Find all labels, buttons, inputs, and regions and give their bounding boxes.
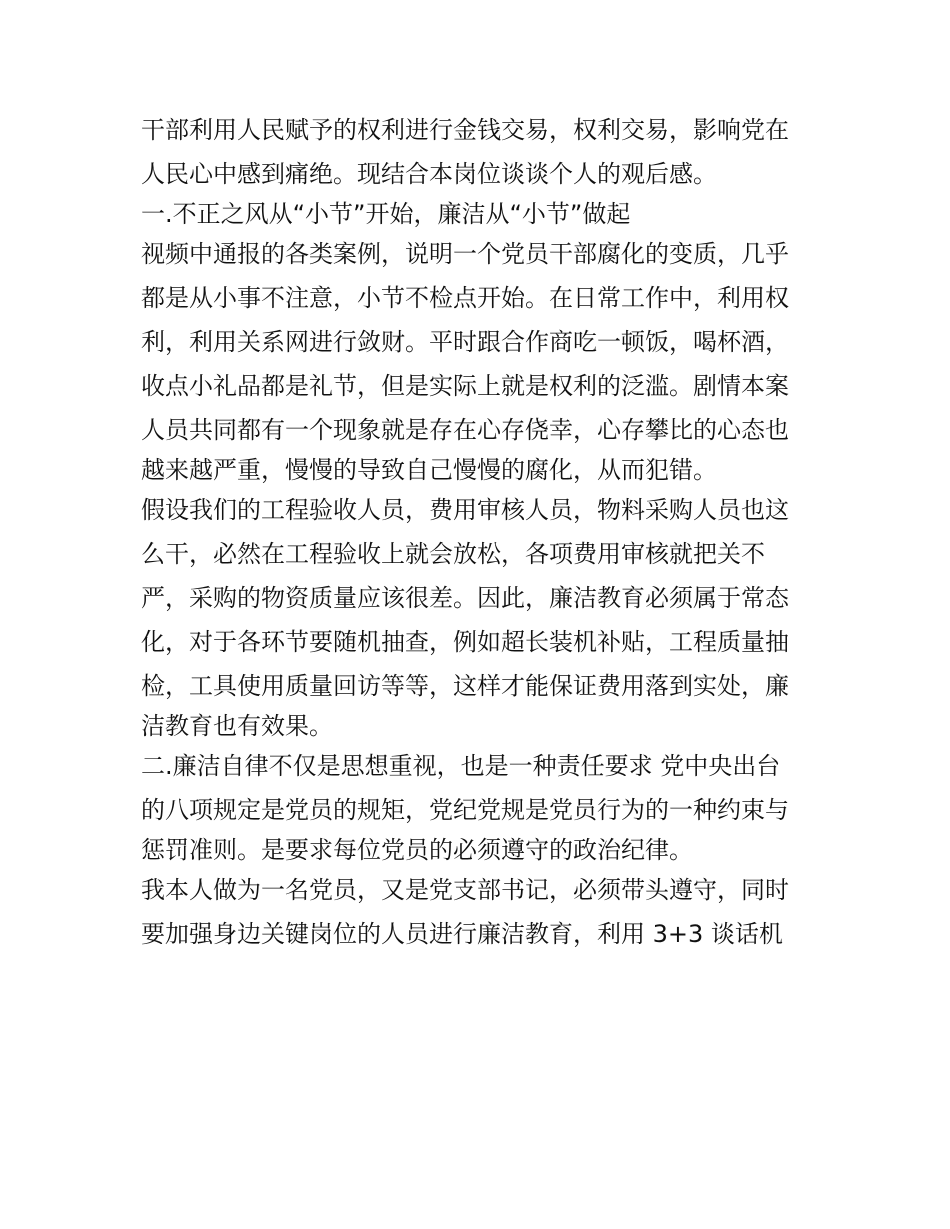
text-line-9: 越来越严重，慢慢的导致自己慢慢的腐化，从而犯错。 [141,456,717,484]
text-line-20: 要加强身边关键岗位的人员进行廉洁教育，利用 3+3 谈话机 [141,920,783,948]
text-line-17: 的八项规定是党员的规矩，党纪党规是党员行为的一种约束与 [141,796,789,824]
text-line-6: 利，利用关系网进行敛财。平时跟合作商吃一顿饭，喝杯酒， [141,328,789,356]
text-line-5: 都是从小事不注意，小节不检点开始。在日常工作中，利用权 [141,284,789,312]
text-line-12: 严，采购的物资质量应该很差。因此，廉洁教育必须属于常态 [141,584,789,612]
text-line-19: 我本人做为一名党员，又是党支部书记，必须带头遵守，同时 [141,876,789,904]
text-line-11: 么干，必然在工程验收上就会放松，各项费用审核就把关不 [141,540,765,568]
text-line-2: 人民心中感到痛绝。现结合本岗位谈谈个人的观后感。 [141,160,717,188]
text-line-1: 干部利用人民赋予的权利进行金钱交易，权利交易，影响党在 [141,116,789,144]
text-line-8: 人员共同都有一个现象就是存在心存侥幸，心存攀比的心态也 [141,416,789,444]
text-line-13: 化，对于各环节要随机抽查，例如超长装机补贴，工程质量抽 [141,628,789,656]
document-body [141,108,813,956]
text-line-10: 假设我们的工程验收人员，费用审核人员，物料采购人员也这 [141,496,789,524]
section-heading-1: 一.不正之风从“小节”开始，廉洁从“小节”做起 [141,200,631,228]
text-line-15: 洁教育也有效果。 [141,712,333,740]
text-line-14: 检，工具使用质量回访等等，这样才能保证费用落到实处，廉 [141,672,789,700]
text-line-7: 收点小礼品都是礼节，但是实际上就是权利的泛滥。剧情本案 [141,372,789,400]
text-line-4: 视频中通报的各类案例，说明一个党员干部腐化的变质，几乎 [141,240,789,268]
section-heading-2: 二.廉洁自律不仅是思想重视，也是一种责任要求 党中央出台 [141,752,781,780]
text-line-18: 惩罚准则。是要求每位党员的必须遵守的政治纪律。 [141,836,693,864]
